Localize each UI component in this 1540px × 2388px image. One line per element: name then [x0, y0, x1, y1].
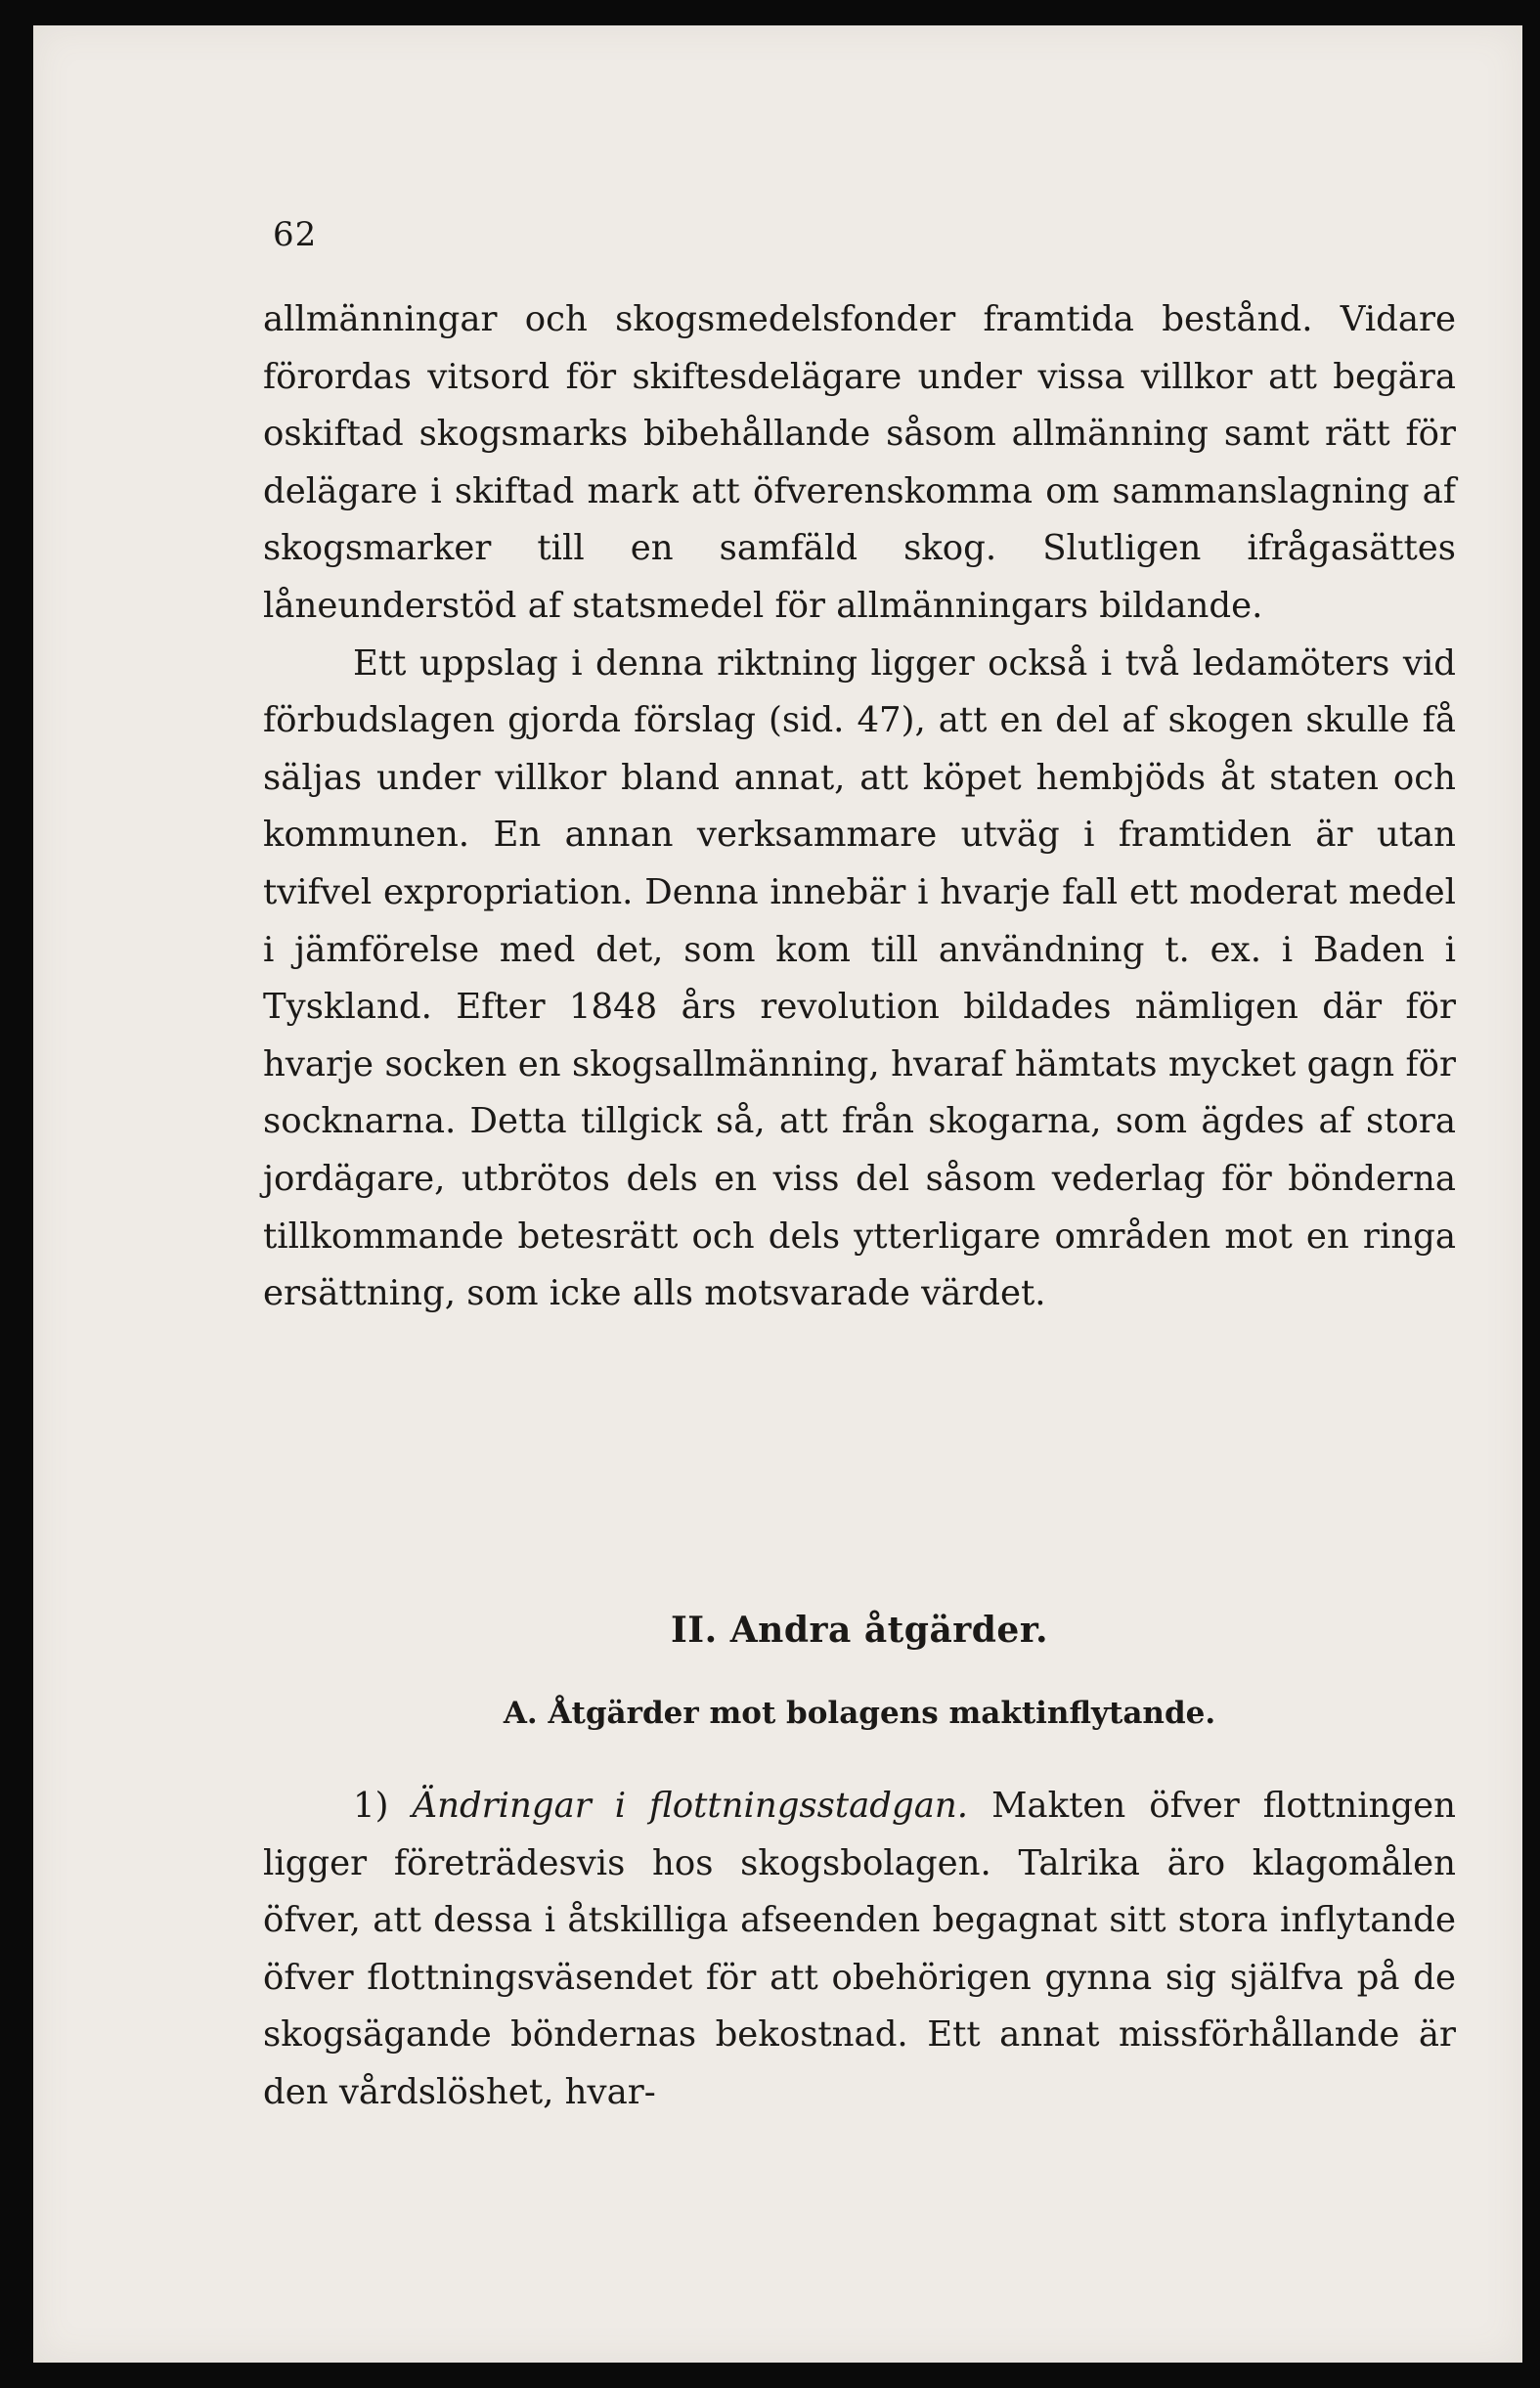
- sub-heading: A. Åtgärder mot bolagens maktinflytande.: [503, 1696, 1216, 1731]
- body-text-bottom: [263, 1778, 1456, 2122]
- section-heading: II. Andra åtgärder.: [670, 1610, 1049, 1651]
- paragraph-3-text: Makten öfver flottningen ligger företrädesvis hos skogsbolagen. Talrika äro klagomålen öfver, att dessa i åtskilliga afseenden begagnat sitt stora inflytande öfver flottningsväsendet för att obehörigen gynna sig själfva på de skogsägande böndernas bekostnad. Ett annat missförhållande är den vårdslöshet, hvar-: [263, 1786, 1457, 2112]
- paragraph-2: Ett uppslag i denna riktning ligger också i två ledamöters vid förbudslagen gjorda förslag (sid. 47), att en del af skogen skulle få säljas under villkor bland annat, att köpet hembjöds åt staten och kommunen. En annan verksammare utväg i framtiden är utan tvifvel expropriation. Denna innebär i hvarje fall ett moderat medel i jämförelse med det, som kom till användning t. ex. i Baden i Tyskland. Efter 1848 års revolution bildades nämligen där för hvarje socken en skogsallmänning, hvaraf hämtats mycket gagn för socknarna. Detta tillgick så, att från skogarna, som ägdes af stora jordägare, utbrötos dels en viss del såsom vederlag för bönderna tillkommande betesrätt och dels ytterligare områden mot en ringa ersättning, som icke alls motsvarade värdet.: [263, 642, 1456, 1314]
- paragraph-3: [263, 1778, 1456, 2122]
- body-text-top: [263, 291, 1456, 1323]
- paragraph-1: allmänningar och skogsmedelsfonder framtida bestånd. Vidare förordas vitsord för skiftesdelägare under vissa villkor att begära oskiftad skogsmarks bibehållande såsom allmänning samt rätt för delägare i skiftad mark att öfverenskomma om sammanslagning af skogsmarker till en samfäld skog. Slutligen ifrågasättes låneunderstöd af statsmedel för allmänningars bildande.: [263, 299, 1456, 626]
- document-page: [33, 25, 1522, 2363]
- paragraph-italic-title: Ändringar i flottningsstadgan.: [412, 1786, 969, 1826]
- page-number: 62: [273, 215, 318, 254]
- paragraph-number: 1): [353, 1786, 389, 1826]
